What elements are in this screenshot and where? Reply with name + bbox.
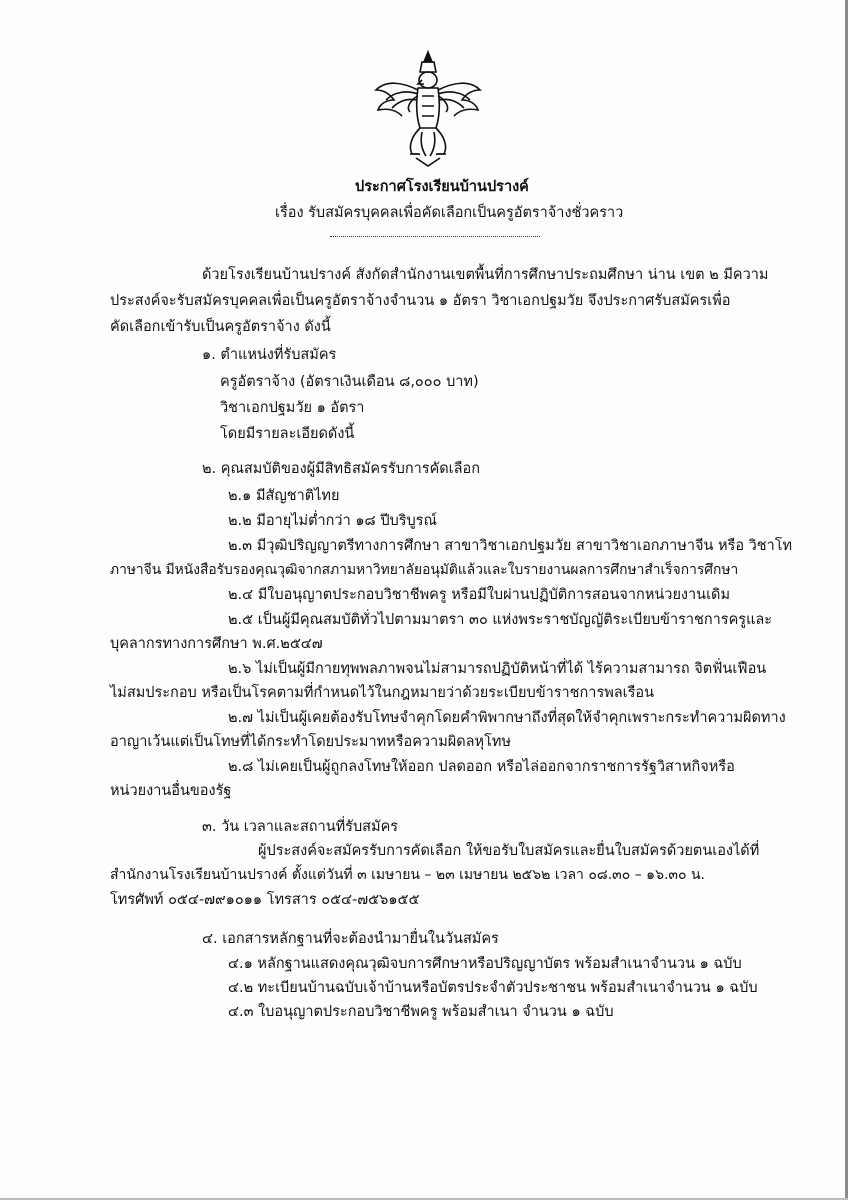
section-line: โดยมีรายละเอียดดังนี้ — [220, 426, 355, 442]
list-item: ๔.๒ ทะเบียนบ้านฉบับเจ้าบ้านหรือบัตรประจำตัวประชาชน พร้อมสำเนาจำนวน ๑ ฉบับ — [228, 980, 758, 996]
list-item: ๒.๘ ไม่เคยเป็นผู้ถูกลงโทษให้ออก ปลดออก หรือไล่ออกจากราชการรัฐวิสาหกิจหรือ — [228, 759, 735, 775]
section-heading: ๔. เอกสารหลักฐานที่จะต้องนำมายื่นในวันสมัคร — [202, 931, 499, 947]
list-item: ๒.๔ มีใบอนุญาตประกอบวิชาชีพครู หรือมีใบผ่านปฏิบัติการสอนจากหน่วยงานเดิม — [228, 587, 730, 603]
intro-line: คัดเลือกเข้ารับเป็นครูอัตราจ้าง ดังนี้ — [110, 319, 331, 335]
section-line: สำนักงานโรงเรียนบ้านปรางค์ ตั้งแต่วันที่ ๓ เมษายน – ๒๓ เมษายน ๒๕๖๒ เวลา ๐๘.๓๐ – ๑๖.๓๐ น. — [110, 867, 705, 883]
section-heading: ๒. คุณสมบัติของผู้มีสิทธิสมัครรับการคัดเลือก — [202, 461, 481, 477]
list-item: ๒.๒ มีอายุไม่ต่ำกว่า ๑๘ ปีบริบูรณ์ — [228, 513, 437, 529]
section-heading: ๑. ตำแหน่งที่รับสมัคร — [202, 347, 337, 363]
intro-line: ประสงค์จะรับสมัครบุคคลเพื่อเป็นครูอัตราจ้างจำนวน ๑ อัตรา วิชาเอกปฐมวัย จึงประกาศรับสมัครเพื่อ — [110, 293, 731, 309]
list-item: ๒.๓ มีวุฒิปริญญาตรีทางการศึกษา สาขาวิชาเอกปฐมวัย สาขาวิชาเอกภาษาจีน หรือ วิชาโท — [228, 538, 793, 554]
garuda-emblem-icon — [372, 50, 484, 168]
title-divider — [330, 236, 540, 237]
section-line: ผู้ประสงค์จะสมัครรับการคัดเลือก ให้ขอรับใบสมัครและยื่นใบสมัครด้วยตนเองได้ที่ — [258, 843, 760, 859]
section-line: วิชาเอกปฐมวัย ๑ อัตรา — [220, 400, 365, 416]
section-line: ครูอัตราจ้าง (อัตราเงินเดือน ๘,๐๐๐ บาท) — [220, 374, 479, 390]
list-item-continued: อาญาเว้นแต่เป็นโทษที่ได้กระทำโดยประมาทหรือความผิดลหุโทษ — [110, 734, 512, 750]
list-item: ๔.๓ ใบอนุญาตประกอบวิชาชีพครู พร้อมสำเนา จำนวน ๑ ฉบับ — [228, 1004, 614, 1020]
list-item: ๒.๕ เป็นผู้มีคุณสมบัติทั่วไปตามมาตรา ๓๐ แห่งพระราชบัญญัติระเบียบข้าราชการครูและ — [228, 612, 773, 628]
list-item-continued: ไม่สมประกอบ หรือเป็นโรคตามที่กำหนดไว้ในกฎหมายว่าด้วยระเบียบข้าราชการพลเรือน — [110, 685, 655, 701]
section-line: โทรศัพท์ ๐๕๔-๗๙๑๐๑๑ โทรสาร ๐๕๔-๗๕๖๑๕๕ — [110, 892, 420, 908]
list-item-continued: หน่วยงานอื่นของรัฐ — [110, 783, 232, 799]
list-item: ๒.๗ ไม่เป็นผู้เคยต้องรับโทษจำคุกโดยคำพิพากษาถึงที่สุดให้จำคุกเพราะกระทำความผิดทาง — [228, 710, 786, 726]
list-item-continued: ภาษาจีน มีหนังสือรับรองคุณวุฒิจากสภามหาวิทยาลัยอนุมัติแล้วและใบรายงานผลการศึกษาสำเร็จการศึกษา — [110, 562, 739, 578]
intro-line: ด้วยโรงเรียนบ้านปรางค์ สังกัดสำนักงานเขตพื้นที่การศึกษาประถมศึกษา น่าน เขต ๒ มีความ — [202, 267, 769, 283]
document-subject: เรื่อง รับสมัครบุคคลเพื่อคัดเลือกเป็นครูอัตราจ้างชั่วคราว — [275, 205, 624, 221]
section-heading: ๓. วัน เวลาและสถานที่รับสมัคร — [202, 819, 399, 835]
document-title: ประกาศโรงเรียนบ้านปรางค์ — [355, 179, 529, 195]
list-item: ๒.๖ ไม่เป็นผู้มีกายทุพพลภาพจนไม่สามารถปฏิบัติหน้าที่ได้ ไร้ความสามารถ จิตฟั่นเฟือน — [228, 661, 767, 677]
list-item: ๒.๑ มีสัญชาติไทย — [228, 488, 340, 504]
list-item-continued: บุคลากรทางการศึกษา พ.ศ.๒๕๔๗ — [110, 636, 323, 652]
list-item: ๔.๑ หลักฐานแสดงคุณวุฒิจบการศึกษาหรือปริญญาบัตร พร้อมสำเนาจำนวน ๑ ฉบับ — [228, 956, 742, 972]
